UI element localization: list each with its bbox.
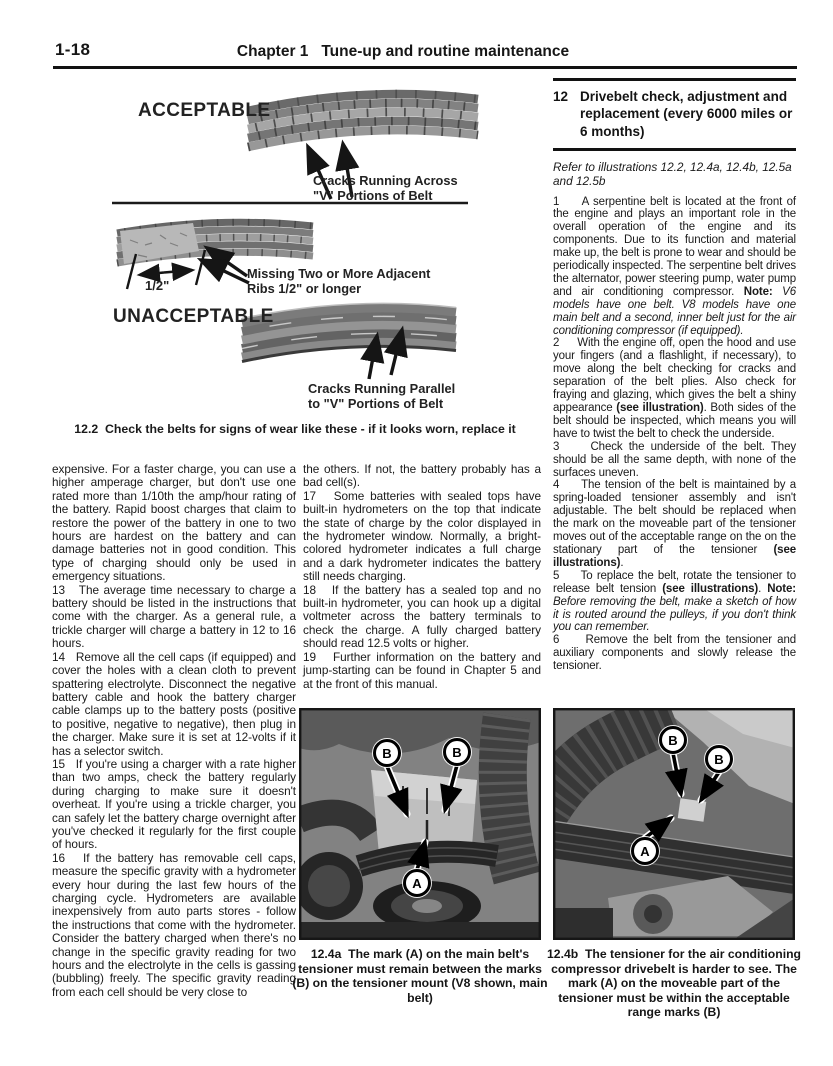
figure-12-2 [50, 85, 540, 449]
section-12-heading [553, 88, 796, 141]
callout-b1-icon [658, 725, 688, 755]
cracks-across-callout [313, 173, 458, 203]
svg-text:A: A [640, 844, 650, 859]
belt-acceptable-art [248, 94, 478, 147]
body-paragraph-14: 14 Remove all the cell caps (if equipped) and cover the holes with a clean cloth to prevent spattering electrolyte. Disconnect the negative battery cable and hook the battery charger cable clamps up to the battery posts (positive to positive, negative to negative), then plug in the charger. Make sure it is set at 12-volts if it has a selector switch. [52, 649, 296, 758]
section-rule-bottom [553, 148, 796, 151]
callout-a-icon [402, 868, 432, 898]
figure-12-2-caption: 12.2 Check the belts for signs of wear like these - if it looks worn, replace it [74, 422, 516, 436]
cracks-parallel-line1: Cracks Running Parallel [308, 381, 456, 396]
section-paragraph-1: 1 A serpentine belt is located at the front of the engine and plays an important role in the overall operation of the engine and its components. Due to its function and material make up, the belt is prone to wear and should be periodically inspected. The serpentine belt drives the alternator, power steering pump, water pump and air conditioning compressor. Note: V6 models have one belt. V8 models have one main belt and a second, inner belt just for the air conditioning compressor (if equipped). [553, 195, 796, 337]
acceptable-label: ACCEPTABLE [138, 100, 271, 121]
chapter-title: Chapter 1 Tune-up and routine maintenance [236, 43, 570, 60]
cracks-across-line1: Cracks Running Across [313, 173, 458, 188]
callout-b2-icon [704, 744, 734, 774]
missing-ribs-line2: Ribs 1/2" or longer [247, 281, 362, 296]
callout-b1-icon [372, 738, 402, 768]
refer-note: Refer to illustrations 12.2, 12.4a, 12.4b, 12.5a and 12.5b [553, 159, 792, 188]
body-paragraph-15: 15 If you're using a charger with a rate higher than two amps, check the battery regularly during charging to make sure it doesn't overheat. If you're using a trickle charger, you can safely let the battery charge overnight after you've checked it regularly for the first couple of hours. [52, 756, 296, 852]
callout-b2-icon [442, 737, 472, 767]
section-paragraph-3: 3 Check the underside of the belt. They should be all the same depth, with none of the surfaces uneven. [553, 440, 796, 479]
svg-text:B: B [714, 752, 724, 767]
engine-photo-main-belt-tensioner [299, 708, 541, 940]
text-column-1 [52, 463, 296, 999]
section-12-column [553, 78, 796, 673]
photo-12-4b-caption: 12.4b The tensioner for the air conditioning compressor drivebelt is harder to see. The mark (A) on the moveable part of the tensioner must be within the acceptable range marks (B) [547, 947, 801, 1020]
body-paragraph-16: 16 If the battery has removable cell caps, measure the specific gravity with a hydrometer every hour during the last few hours of the charging cycle. Hydrometers are available inexpensively from auto parts stores - follow the instructions that come with the hydrometer. Consider the battery charged when there's no change in the specific gravity reading for two hours and the electrolyte in the cells is gassing (bubbling) freely. The specific gravity reading from each cell should be very close to [52, 850, 296, 999]
unacceptable-label: UNACCEPTABLE [113, 306, 274, 327]
body-paragraph-19: 19 Further information on the battery and jump-starting can be found in Chapter 5 and at the front of this manual. [303, 649, 541, 691]
section-paragraph-4: 4 The tension of the belt is maintained by a spring-loaded tensioner assembly and isn't adjustable. The belt should be replaced when the mark on the moveable part of the tensioner moves out of the acceptable range on the on the stationary part of the tensioner (see illustrations). [553, 479, 796, 569]
body-paragraph-13: 13 The average time necessary to charge a battery should be listed in the instructions that come with the charger. As a general rule, a trickle charger will charge a battery in 12 to 16 hours. [52, 582, 296, 651]
belt-cracks-parallel-art [242, 303, 456, 361]
missing-ribs-callout [247, 266, 430, 296]
belt-missing-ribs-art [117, 222, 313, 264]
body-paragraph-18: 18 If the battery has a sealed top and no built-in hydrometer, you can hook up a digital voltmeter across the battery terminals to check the charge. A fully charged battery should read 12.5 volts or higher. [303, 582, 541, 651]
half-inch-label: 1/2" [145, 278, 170, 293]
section-paragraph-5: 5 To replace the belt, rotate the tensioner to release belt tension (see illustrations). Note: Before removing the belt, make a sketch of how it is routed around the pulleys, if you don't think you can remember. [553, 569, 796, 634]
callout-a-icon [630, 836, 660, 866]
cracks-parallel-line2: to "V" Portions of Belt [308, 396, 444, 411]
page-number: 1-18 [55, 40, 91, 59]
engine-photo-ac-belt-tensioner [553, 708, 795, 940]
svg-text:B: B [452, 745, 462, 760]
cracks-parallel-callout [308, 381, 455, 411]
section-rule-top [553, 78, 796, 81]
section-paragraph-2: 2 With the engine off, open the hood and use your fingers (and a flashlight, if necessary), to move along the belt checking for cracks and separation of the belt plies. Also check for fraying and glazing, which gives the belt a shiny appearance (see illustration). Both sides of the belt should be inspected, which means you will have to twist the belt to check the underside. [553, 337, 797, 440]
section-number: 12 [553, 88, 569, 104]
section-paragraph-6: 6 Remove the belt from the tensioner and auxiliary components and slowly release the tensioner. [553, 634, 796, 673]
body-paragraph-17: 17 Some batteries with sealed tops have built-in hydrometers on the top that indicate the state of charge by the color displayed in the hydrometer window. Normally, a bright-colored hydrometer indicates a full charge and a dark hydrometer indicates the battery still needs charging. [303, 488, 541, 584]
photo-12-4a-caption: 12.4a The mark (A) on the main belt's tensioner must remain between the marks (B) on the tensioner mount (V8 shown, main belt) [292, 947, 548, 1005]
svg-text:B: B [382, 746, 392, 761]
section-title: Drivebelt check, adjustment and replacement (every 6000 miles or 6 months) [580, 88, 793, 139]
missing-ribs-line1: Missing Two or More Adjacent [247, 266, 431, 281]
svg-text:B: B [668, 733, 678, 748]
cracks-across-line2: "V" Portions of Belt [313, 188, 433, 203]
body-paragraph-cont: the others. If not, the battery probably has a bad cell(s). [303, 462, 541, 490]
text-column-2 [303, 463, 541, 691]
photo-12-4b [553, 708, 795, 940]
body-paragraph: expensive. For a faster charge, you can use a higher amperage charger, but don't use one rated more than 1/10th the amp/hour rating of the battery. Rapid boost charges that claim to restore the power of the battery in one to two hours are hardest on the battery and can damage batteries not in good condition. This type of charging should only be used in emergency situations. [52, 462, 296, 584]
svg-text:A: A [412, 876, 422, 891]
header-rule [53, 66, 797, 69]
photo-12-4a [299, 708, 541, 940]
